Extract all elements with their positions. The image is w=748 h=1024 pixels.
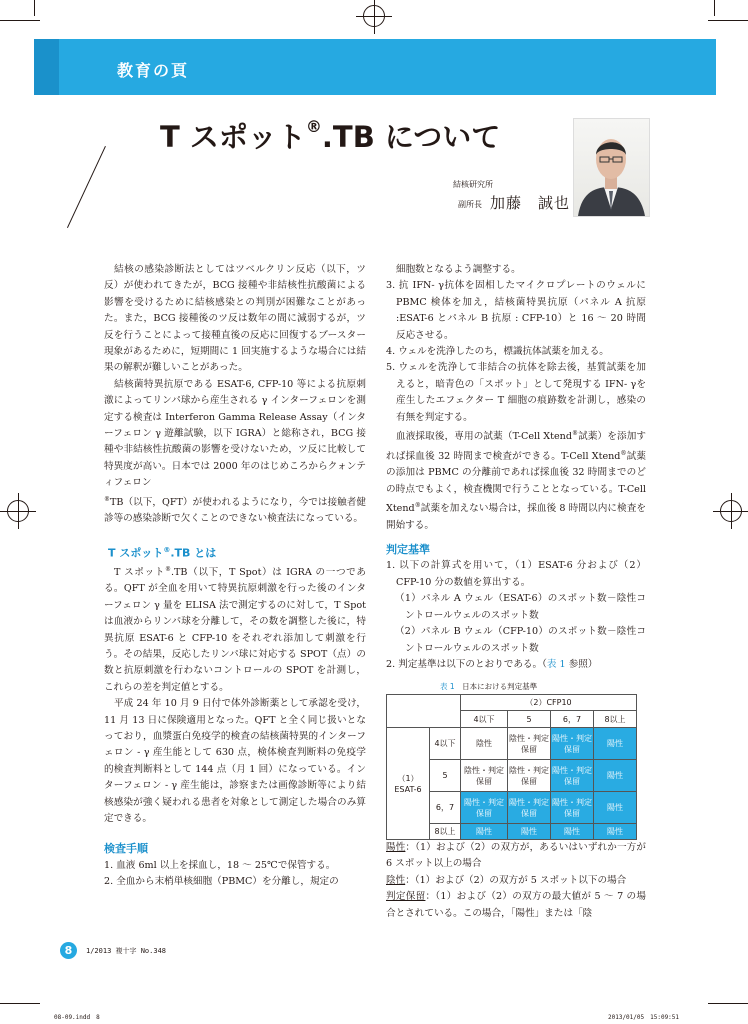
author-position: 副所長: [458, 200, 482, 209]
section-title: 教育の頁: [117, 61, 190, 80]
note: 判定保留：（1）および（2）の双方の最大値が 5 ～ 7 の場合とされている。この場合，「陽性」または「陰: [386, 891, 646, 919]
column-group-header: （2）CFP10: [461, 695, 637, 711]
crop-mark: [708, 20, 748, 21]
table-cell: 陽性: [551, 824, 594, 840]
author-institute: 結核研究所: [453, 180, 493, 189]
criteria-item: 2. 判定基準は以下のとおりである。（表 1 参照）: [386, 658, 598, 670]
author-photo: [573, 118, 650, 217]
criteria-item: 1. 以下の計算式を用いて，（1）ESAT-6 分および（2）CFP-10 分の数値を算出する。: [386, 560, 646, 588]
print-date: 2013/01/05 15:09:51: [608, 1014, 680, 1021]
table-cell: 陽性: [508, 824, 551, 840]
table-cell: 陽性: [594, 824, 637, 840]
table-row: [387, 728, 637, 760]
paragraph: 結核の感染診断法としてはツベルクリン反応（以下，ツ反）が使われてきたが，BCG 接種や非結核性抗酸菌による影響を受けるために結核感染との判別が困難なことがあった。また，BCG 接種後のツ反は数年の間に減弱するが，ツ反を行うことによって接種直後の反応に回復するブースター現象があるために，短期間に 1 回実施するような場合には結果の解釈が難しいことがあった。: [104, 264, 366, 374]
table-caption: 表 1 日本における判定基準: [440, 682, 538, 691]
note: 陽性：（1）および（2）の双方が，あるいはいずれか一方が 6 スポット以上の場合: [386, 842, 646, 870]
paragraph: ®TB（以下，QFT）が使われるようになり，今では接触者健診等の感染診断で欠くことのできない検査法になっている。: [104, 495, 366, 525]
row-header: 8以上: [430, 824, 461, 840]
table-cell: 陽性・判定保留: [508, 792, 551, 824]
crop-mark: [0, 1003, 40, 1004]
note: 陰性：（1）および（2）の双方が 5 スポット以下の場合: [386, 874, 627, 886]
table-cell: 陽性・判定保留: [551, 760, 594, 792]
table-cell: 陽性: [594, 792, 637, 824]
crop-mark: [34, 0, 35, 16]
criteria-subitem: （2）パネル B ウェル（CFP-10）のスポット数－陰性コントロールウェルのスポット数: [395, 626, 646, 654]
file-slug: 08-09.indd 8: [54, 1014, 100, 1021]
table-notes: [386, 840, 646, 922]
step-item: 2. 全血から末梢単核細胞（PBMC）を分離し，規定の: [104, 876, 339, 888]
table-cell: 陽性: [594, 760, 637, 792]
table-cell: 陽性・判定保留: [551, 728, 594, 760]
step-item: 5. ウェルを洗浄して非結合の抗体を除去後，基質試薬を加えると，暗青色の「スポット」として発現する IFN- γを産生したエフェクター T 細胞の痕跡数を計測し，感染の有無を判定する。: [386, 362, 646, 423]
author-name: 加藤 誠也: [490, 194, 571, 212]
row-header: 6，7: [430, 792, 461, 824]
section-heading: T スポット®.TB とは: [108, 545, 217, 560]
left-column: [104, 262, 366, 891]
table-cell: 陽性: [594, 728, 637, 760]
article-title: T スポット®.TB について: [160, 117, 501, 154]
paragraph: T スポット®.TB（以下，T Spot）は IGRA の一つである。QFT が全血を用いて特異抗原刺激を行った後のインターフェロン γ 量を ELISA 法で測定するのに対して，T Spot は血液からリンパ球を分離して，その数を調整した後に，特異抗原 ESAT-6 と CFP-10 をそれぞれ添加して刺激を行う。その結果，反応したリンパ球に対応する SPOT（点）の数と抗原刺激を行わないコントロールの SPOT を計測し，これらの差を判定値とする。: [104, 565, 366, 693]
column-header: 4以下: [461, 711, 508, 728]
column-header: 8以上: [594, 711, 637, 728]
journal-issue: 1/2013 複十字 No.348: [86, 947, 167, 955]
step-item: 3. 抗 IFN- γ抗体を固相したマイクロプレートのウェルに PBMC 検体を加え，結核菌特異抗原（パネル A 抗原 :ESAT-6 とパネル B 抗原 : CFP-10）と 16 ～ 20 時間反応させる。: [386, 280, 646, 341]
row-header: 5: [430, 760, 461, 792]
section-heading: 判定基準: [386, 543, 430, 557]
title-divider: [67, 146, 107, 228]
row-group-header: （1） ESAT-6: [387, 728, 430, 840]
criteria-subitem: （1）パネル A ウェル（ESAT-6）のスポット数－陰性コントロールウェルのスポット数: [395, 593, 646, 621]
step-item: 細胞数となるよう調整する。: [396, 264, 521, 275]
banner-tab: [34, 39, 59, 95]
crop-mark: [0, 20, 40, 21]
table-cell: 陰性・判定保留: [508, 728, 551, 760]
paragraph: 結核菌特異抗原である ESAT-6, CFP-10 等による抗原刺激によってリンパ球から産生される γ インターフェロンを測定する検査は Interferon Gamma Release Assay（インターフェロン γ 遊離試験，以下 IGRA）と総称され，BCG 接種や非結核性抗酸菌の影響を受けないため，ツ反に比較して特異度が高い。日本では 2000 年のはじめころからクォンティフェロン: [104, 378, 366, 489]
registration-mark: [363, 5, 385, 27]
registration-mark: [7, 500, 29, 522]
crop-mark: [714, 0, 715, 16]
paragraph: 平成 24 年 10 月 9 日付で体外診断薬として承認を受け，11 月 13 日に保険適用となった。QFT と全く同じ扱いとなっており，血漿蛋白免疫学的検査の結核菌特異的インターフェロン - γ 産生能として 630 点，検体検査判断料の免疫学的検査判断料として 144 点（月 1 回）になっている。インターフェロン - γ 産生能は，診察または画像診断等により結核感染が強く疑われる患者を対象として測定した場合のみ算定できる。: [104, 698, 366, 825]
table-cell: 陽性・判定保留: [551, 792, 594, 824]
page-number: 8: [60, 942, 77, 959]
judgement-table: [386, 694, 637, 840]
table-cell: 陰性・判定保留: [461, 760, 508, 792]
table-cell: 陰性・判定保留: [508, 760, 551, 792]
right-column: [386, 262, 646, 673]
paragraph: 血液採取後，専用の試薬（T-Cell Xtend®試薬）を添加すれば採血後 32 時間まで検査ができる。T-Cell Xtend®試薬の添加は PBMC の分離前であれば採血後 32 時間までのどの時点でもよく，検査機関で行うこととなっている。T-Cell Xtend®試薬を加えない場合は，採血後 8 時間以内に検査を開始する。: [386, 430, 647, 531]
column-header: 5: [508, 711, 551, 728]
row-header: 4以下: [430, 728, 461, 760]
table-cell: 陽性・判定保留: [461, 792, 508, 824]
section-heading: 検査手順: [104, 842, 148, 856]
table-cell: 陰性: [461, 728, 508, 760]
step-item: 4. ウェルを洗浄したのち，標識抗体試薬を加える。: [386, 346, 609, 358]
table-row: [387, 695, 637, 711]
step-item: 1. 血液 6ml 以上を採血し，18 ～ 25℃で保管する。: [104, 859, 336, 871]
table-cell: 陽性: [461, 824, 508, 840]
column-header: 6，7: [551, 711, 594, 728]
registration-mark: [720, 500, 742, 522]
crop-mark: [708, 1003, 748, 1004]
